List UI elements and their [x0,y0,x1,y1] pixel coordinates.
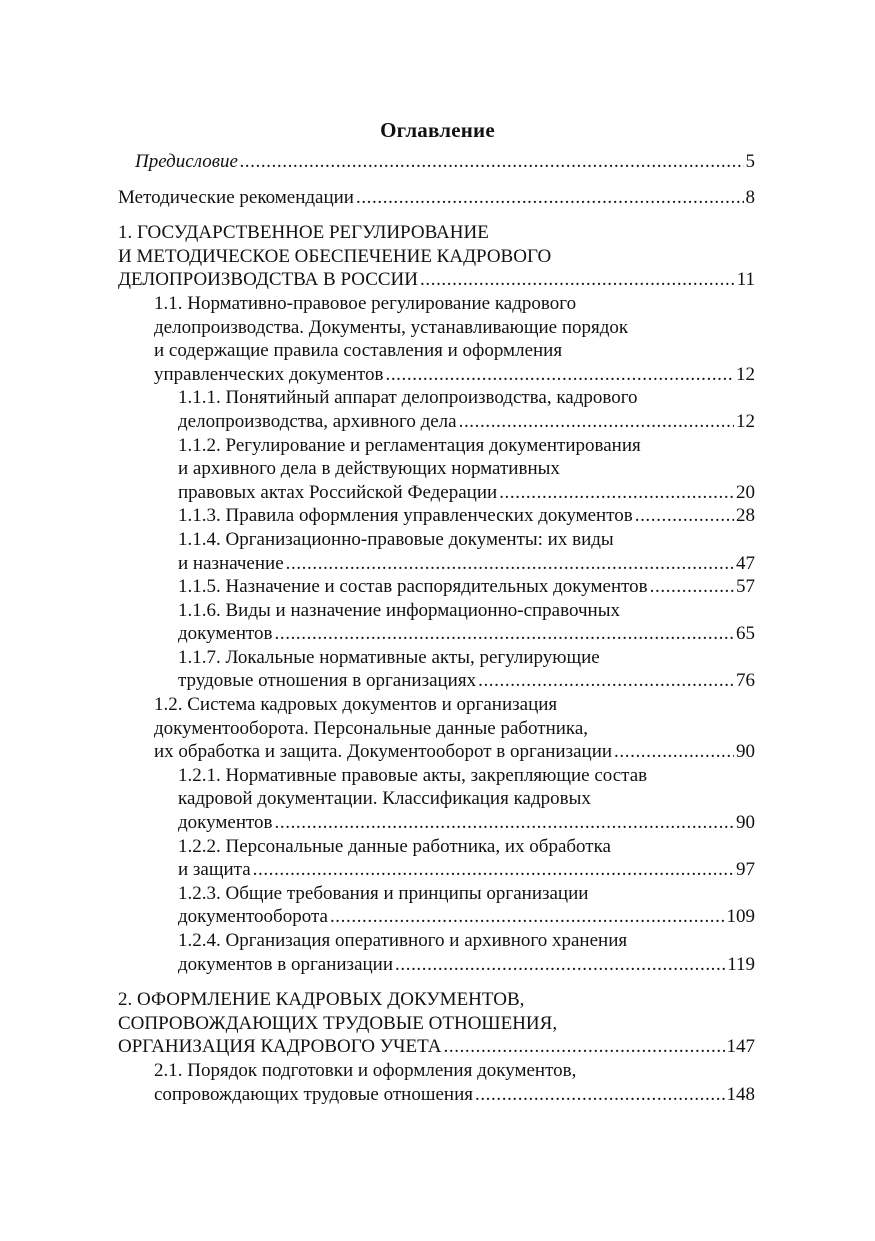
toc-entry-chapter-2[interactable] [118,988,755,1059]
toc-page-number: 119 [727,953,755,975]
toc-entry-title: их обработка и защита. Документооборот в организации [154,741,613,763]
toc-entry-line: 1.1.4. Организационно-правовые документы: их виды [178,528,614,550]
toc-entry-line: 1.2. Система кадровых документов и организация [154,694,558,716]
toc-page-number: 47 [736,552,755,574]
toc-entry-line: документооборота. Персональные данные работника, [154,717,589,739]
toc-entry-1-1-1[interactable] [178,386,755,433]
toc-entry-1-1-2[interactable] [178,434,755,505]
dot-leader [286,552,734,576]
toc-page-number: 147 [726,1036,755,1058]
toc-entry-1-1-7[interactable] [178,646,755,693]
toc-entry-line: 1.2.3. Общие требования и принципы организации [178,882,589,904]
toc-page-number: 12 [736,363,755,385]
toc-entry-title: и назначение [178,552,284,574]
toc-entry-line: кадровой документации. Классификация кадровых [178,788,591,810]
toc-page-number: 5 [745,151,755,172]
toc-entry-title: Предисловие [135,151,238,172]
toc-entry-chapter-1[interactable] [118,221,755,292]
toc-page-number: 109 [726,906,755,928]
toc-entry-1-2-3[interactable] [178,882,755,929]
toc-entry-1-2[interactable] [154,693,755,764]
toc-entry-title: трудовые отношения в организациях [178,670,477,692]
toc-entry-title: документов в организации [178,953,394,975]
toc-entry-line: 1. ГОСУДАРСТВЕННОЕ РЕГУЛИРОВАНИЕ [118,222,489,244]
table-of-contents [0,150,875,1106]
toc-entry-1-2-2[interactable] [178,835,755,882]
dot-leader [275,811,734,835]
dot-leader [635,504,734,528]
toc-page-number: 28 [736,505,755,527]
dot-leader [444,1035,725,1059]
toc-page-number: 65 [736,623,755,645]
toc-entry-title: делопроизводства, архивного дела [178,410,457,432]
toc-entry-guidelines[interactable] [118,186,755,210]
dot-leader [499,481,734,505]
dot-leader [478,669,734,693]
toc-entry-preface[interactable] [135,150,755,174]
dot-leader [356,186,744,210]
dot-leader [395,953,725,977]
toc-entry-line: 2.1. Порядок подготовки и оформления документов, [154,1059,577,1081]
dot-leader [475,1083,725,1107]
toc-entry-1-1-6[interactable] [178,599,755,646]
toc-entry-line: 1.1.7. Локальные нормативные акты, регулирующие [178,646,600,668]
toc-page-number: 148 [726,1083,755,1105]
toc-entry-1-1-5[interactable] [178,575,755,599]
page-title: Оглавление [380,118,495,142]
toc-page-number: 76 [736,670,755,692]
toc-entry-line: делопроизводства. Документы, устанавливающие порядок [154,316,629,338]
toc-entry-line: 1.1.6. Виды и назначение информационно-справочных [178,599,620,621]
toc-entry-line: 1.2.1. Нормативные правовые акты, закрепляющие состав [178,764,648,786]
dot-leader [240,150,744,174]
toc-entry-1-1-3[interactable] [178,504,755,528]
toc-entry-title: документов [178,812,273,834]
toc-entry-1-1-4[interactable] [178,528,755,575]
dot-leader [420,268,735,292]
toc-entry-2-1[interactable] [154,1059,755,1106]
toc-entry-line: 1.2.4. Организация оперативного и архивного хранения [178,930,628,951]
toc-page-number: 8 [745,186,755,208]
toc-entry-line: И МЕТОДИЧЕСКОЕ ОБЕСПЕЧЕНИЕ КАДРОВОГО [118,245,552,267]
dot-leader [459,410,734,434]
toc-page-number: 90 [736,812,755,834]
toc-entry-title: сопровождающих трудовые отношения [154,1083,473,1105]
toc-page-number: 57 [736,576,755,598]
toc-entry-title: Методические рекомендации [118,186,354,208]
toc-entry-1-2-4[interactable] [178,929,755,976]
toc-page-number: 97 [736,859,755,881]
toc-page-number: 20 [736,481,755,503]
toc-entry-line: 1.2.2. Персональные данные работника, их обработка [178,835,611,857]
toc-entry-line: СОПРОВОЖДАЮЩИХ ТРУДОВЫЕ ОТНОШЕНИЯ, [118,1012,558,1034]
toc-page-number: 11 [736,269,755,291]
dot-leader [253,858,734,882]
dot-leader [385,363,734,387]
toc-entry-title: 1.1.5. Назначение и состав распорядительных документов [178,576,648,598]
dot-leader [614,740,734,764]
toc-entry-title: документов [178,623,273,645]
toc-page-number: 90 [736,741,755,763]
toc-entry-line: 2. ОФОРМЛЕНИЕ КАДРОВЫХ ДОКУМЕНТОВ, [118,989,525,1011]
toc-entry-title: правовых актах Российской Федерации [178,481,498,503]
toc-entry-title: и защита [178,859,251,881]
toc-entry-title: 1.1.3. Правила оформления управленческих документов [178,505,633,527]
toc-entry-line: 1.1.2. Регулирование и регламентация документирования [178,434,641,456]
toc-page-number: 12 [736,410,755,432]
toc-entry-line: и архивного дела в действующих нормативных [178,458,560,480]
toc-entry-1-1[interactable] [154,292,755,386]
toc-entry-line: 1.1. Нормативно-правовое регулирование кадрового [154,292,577,314]
dot-leader [650,575,734,599]
toc-entry-title: управленческих документов [154,363,384,385]
toc-entry-title: документооборота [178,906,328,928]
toc-entry-title: ОРГАНИЗАЦИЯ КАДРОВОГО УЧЕТА [118,1036,442,1058]
toc-entry-line: 1.1.1. Понятийный аппарат делопроизводства, кадрового [178,387,638,409]
toc-entry-1-2-1[interactable] [178,764,755,835]
toc-entry-line: и содержащие правила составления и оформления [154,340,563,362]
dot-leader [275,622,734,646]
dot-leader [330,905,725,929]
toc-entry-title: ДЕЛОПРОИЗВОДСТВА В РОССИИ [118,269,419,291]
